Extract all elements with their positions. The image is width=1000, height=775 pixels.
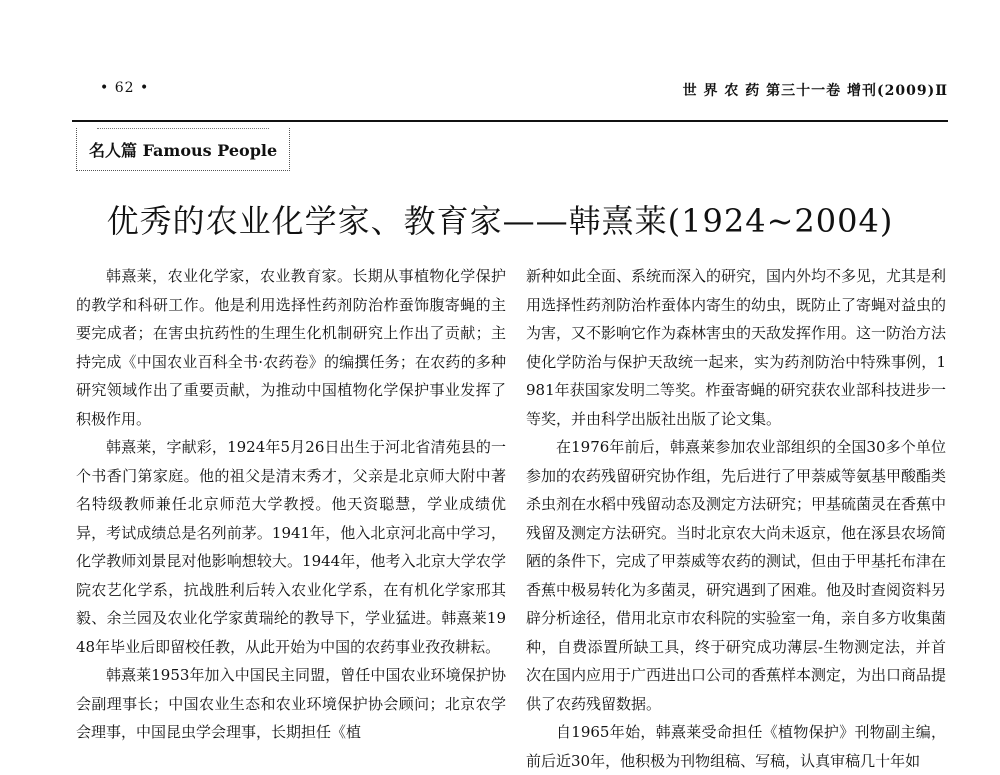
paragraph: 新种如此全面、系统而深入的研究，国内外均不多见，尤其是利用选择性药剂防治柞蚕体内寄生的幼虫，既防止了寄蝇对益虫的为害，又不影响它作为森林害虫的天敌发挥作用。这一防治方法使化学防治与保护天敌统一起来，实为药剂防治中特殊事例，1981年获国家发明二等奖。柞蚕寄蝇的研究获农业部科技进步一等奖，并由科学出版社出版了论文集。: [526, 267, 947, 428]
section-label-box: [76, 128, 290, 171]
paragraph: 在1976年前后，韩熹莱参加农业部组织的全国30多个单位参加的农药残留研究协作组，先后进行了甲萘威等氨基甲酸酯类杀虫剂在水稻中残留动态及测定方法研究；甲基硫菌灵在香蕉中残留及测定方法研究。当时北京农大尚未返京，他在涿县农场简陋的条件下，完成了甲萘威等农药的测试，但由于甲基托布津在香蕉中极易转化为多菌灵，研究遇到了困难。他及时查阅资料另辟分析途径，借用北京市农科院的实验室一角，亲自多方收集菌种，自费添置所缺工具，终于研究成功薄层-生物测定法，并首次在国内应用于广西进出口公司的香蕉样本测定，为出口商品提供了农药残留数据。: [526, 438, 947, 713]
paragraph: 韩熹莱，字献彩，1924年5月26日出生于河北省清苑县的一个书香门第家庭。他的祖父是清末秀才，父亲是北京师大附中著名特级教师兼任北京师范大学教授。他天资聪慧，学业成绩优异，考试成绩总是名列前茅。1941年，他入北京河北高中学习，化学教师刘景昆对他影响想较大。1944年，他考入北京大学农学院农艺化学系，抗战胜利后转入农业化学系，在有机化学家邢其毅、余兰园及农业化学家黄瑞纶的教导下，学业猛进。韩熹莱1948年毕业后即留校任教，从此开始为中国的农药事业孜孜耕耘。: [76, 438, 506, 656]
article-title: 优秀的农业化学家、教育家——韩熹莱(1924~2004): [106, 202, 894, 240]
paragraph: 韩熹莱，农业化学家，农业教育家。长期从事植物化学保护的教学和科研工作。他是利用选择性药剂防治柞蚕饰腹寄蝇的主要完成者；在害虫抗药性的生理生化机制研究上作出了贡献；主持完成《中国农业百科全书·农药卷》的编撰任务；在农药的多种研究领域作出了重要贡献，为推动中国植物化学保护事业发挥了积极作用。: [76, 267, 506, 428]
section-label: 名人篇 Famous People: [89, 140, 278, 160]
page-number: • 62 •: [100, 80, 150, 96]
paragraph: 韩熹莱1953年加入中国民主同盟，曾任中国农业环境保护协会副理事长；中国农业生态和农业环境保护协会顾问；北京农学会理事，中国昆虫学会理事，长期担任《植: [76, 666, 506, 741]
left-column: [76, 262, 506, 747]
header-rule: [72, 120, 948, 122]
section-box-dotted-border: [97, 128, 269, 129]
paragraph: 自1965年始，韩熹莱受命担任《植物保护》刊物副主编，前后近30年，他积极为刊物组稿、写稿，认真审稿几十年如: [526, 723, 946, 770]
journal-header: 世 界 农 药 第三十一卷 增刊(2009)Ⅱ: [682, 83, 948, 99]
right-column: [526, 262, 946, 775]
